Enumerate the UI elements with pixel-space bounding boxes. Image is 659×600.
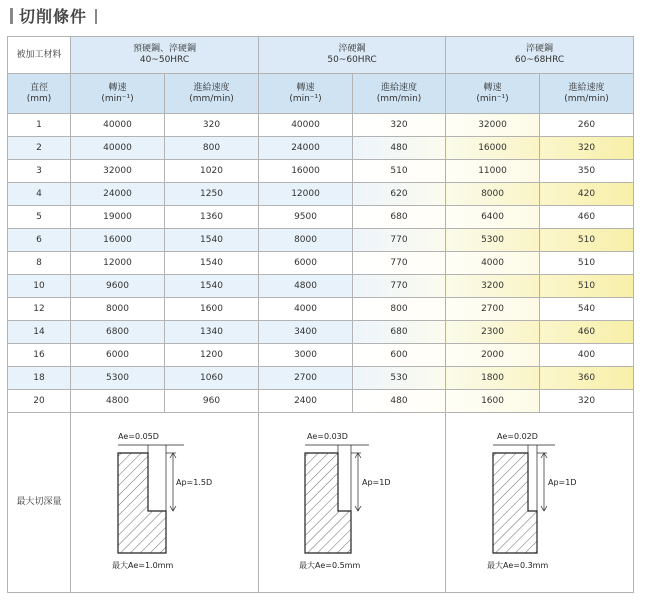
feed-cell: 1200 <box>165 344 259 367</box>
depth-diagram <box>447 413 633 591</box>
speed-cell: 12000 <box>259 183 353 206</box>
depth-diagram <box>72 413 258 591</box>
workpiece-shape <box>493 453 537 553</box>
feed-cell: 960 <box>165 390 259 413</box>
diameter-cell: 6 <box>8 229 71 252</box>
speed-cell: 2000 <box>446 344 540 367</box>
section-title-text: 切削條件 <box>19 7 88 26</box>
ap-label: Ap=1D <box>547 478 577 487</box>
feed-cell: 800 <box>165 137 259 160</box>
diameter-cell: 14 <box>8 321 71 344</box>
feed-cell: 1600 <box>165 298 259 321</box>
column-header-row <box>8 74 634 114</box>
table-row <box>8 390 634 413</box>
table-row <box>8 321 634 344</box>
speed-cell: 8000 <box>446 183 540 206</box>
feed-cell: 350 <box>540 160 634 183</box>
speed-cell: 16000 <box>446 137 540 160</box>
workpiece-shape <box>118 453 166 553</box>
speed-cell: 8000 <box>259 229 353 252</box>
feed-cell: 510 <box>540 229 634 252</box>
feed-cell: 680 <box>353 206 446 229</box>
speed-header: 轉速 (min⁻¹) <box>446 74 540 114</box>
speed-cell: 6000 <box>259 252 353 275</box>
depth-diagram-cell <box>71 413 259 593</box>
speed-cell: 6000 <box>71 344 165 367</box>
speed-cell: 11000 <box>446 160 540 183</box>
feed-cell: 1020 <box>165 160 259 183</box>
speed-cell: 24000 <box>259 137 353 160</box>
max-ae-label: 最大Ae=1.0mm <box>111 561 173 570</box>
speed-cell: 5300 <box>446 229 540 252</box>
feed-cell: 1540 <box>165 252 259 275</box>
table-row <box>8 206 634 229</box>
speed-cell: 9600 <box>71 275 165 298</box>
depth-diagram <box>259 413 445 591</box>
speed-cell: 19000 <box>71 206 165 229</box>
feed-cell: 1250 <box>165 183 259 206</box>
max-ae-label: 最大Ae=0.3mm <box>486 561 548 570</box>
ae-label: Ae=0.03D <box>307 432 348 441</box>
table-row <box>8 160 634 183</box>
section-title <box>10 5 97 29</box>
table-row <box>8 298 634 321</box>
feed-cell: 1340 <box>165 321 259 344</box>
feed-cell: 460 <box>540 321 634 344</box>
speed-cell: 3200 <box>446 275 540 298</box>
max-ae-label: 最大Ae=0.5mm <box>299 561 361 570</box>
feed-header: 進給速度 (mm/min) <box>165 74 259 114</box>
material-header: 預硬鋼、淬硬鋼 40~50HRC <box>71 37 259 74</box>
diameter-cell: 20 <box>8 390 71 413</box>
table-row <box>8 229 634 252</box>
diameter-cell: 12 <box>8 298 71 321</box>
speed-cell: 5300 <box>71 367 165 390</box>
table-row <box>8 275 634 298</box>
diameter-cell: 8 <box>8 252 71 275</box>
feed-cell: 480 <box>353 137 446 160</box>
feed-header: 進給速度 (mm/min) <box>540 74 634 114</box>
feed-cell: 680 <box>353 321 446 344</box>
feed-header: 進給速度 (mm/min) <box>353 74 446 114</box>
feed-cell: 260 <box>540 114 634 137</box>
feed-cell: 600 <box>353 344 446 367</box>
diameter-header: 直徑 (mm) <box>8 74 71 114</box>
max-depth-label: 最大切深量 <box>8 413 71 593</box>
speed-cell: 2700 <box>446 298 540 321</box>
speed-cell: 12000 <box>71 252 165 275</box>
feed-cell: 1540 <box>165 229 259 252</box>
diameter-cell: 10 <box>8 275 71 298</box>
speed-header: 轉速 (min⁻¹) <box>259 74 353 114</box>
diameter-cell: 4 <box>8 183 71 206</box>
feed-cell: 420 <box>540 183 634 206</box>
speed-header: 轉速 (min⁻¹) <box>71 74 165 114</box>
material-header: 淬硬鋼 60~68HRC <box>446 37 634 74</box>
feed-cell: 1360 <box>165 206 259 229</box>
feed-cell: 360 <box>540 367 634 390</box>
ap-label: Ap=1D <box>362 478 391 487</box>
material-header-row <box>8 37 634 74</box>
table-row <box>8 137 634 160</box>
speed-cell: 3400 <box>259 321 353 344</box>
feed-cell: 770 <box>353 275 446 298</box>
speed-cell: 2400 <box>259 390 353 413</box>
depth-diagram-cell <box>259 413 446 593</box>
speed-cell: 4800 <box>259 275 353 298</box>
feed-cell: 510 <box>353 160 446 183</box>
material-label: 被加工材料 <box>8 37 71 74</box>
speed-cell: 1600 <box>446 390 540 413</box>
ae-label: Ae=0.05D <box>117 432 159 441</box>
speed-cell: 2300 <box>446 321 540 344</box>
material-header: 淬硬鋼 50~60HRC <box>259 37 446 74</box>
diameter-cell: 16 <box>8 344 71 367</box>
table-row <box>8 114 634 137</box>
speed-cell: 3000 <box>259 344 353 367</box>
title-bar-right <box>95 9 97 24</box>
speed-cell: 4000 <box>446 252 540 275</box>
feed-cell: 510 <box>540 252 634 275</box>
feed-cell: 320 <box>353 114 446 137</box>
speed-cell: 2700 <box>259 367 353 390</box>
ae-label: Ae=0.02D <box>496 432 538 441</box>
title-bar-left <box>10 8 13 24</box>
max-depth-row <box>8 413 634 593</box>
feed-cell: 320 <box>540 390 634 413</box>
feed-cell: 480 <box>353 390 446 413</box>
workpiece-shape <box>305 453 351 553</box>
table-row <box>8 252 634 275</box>
speed-cell: 4000 <box>259 298 353 321</box>
diameter-cell: 18 <box>8 367 71 390</box>
speed-cell: 6400 <box>446 206 540 229</box>
feed-cell: 400 <box>540 344 634 367</box>
speed-cell: 24000 <box>71 183 165 206</box>
speed-cell: 32000 <box>446 114 540 137</box>
feed-cell: 510 <box>540 275 634 298</box>
speed-cell: 32000 <box>71 160 165 183</box>
feed-cell: 800 <box>353 298 446 321</box>
feed-cell: 770 <box>353 229 446 252</box>
feed-cell: 1060 <box>165 367 259 390</box>
feed-cell: 770 <box>353 252 446 275</box>
feed-cell: 320 <box>540 137 634 160</box>
speed-cell: 40000 <box>71 114 165 137</box>
speed-cell: 16000 <box>259 160 353 183</box>
speed-cell: 9500 <box>259 206 353 229</box>
speed-cell: 8000 <box>71 298 165 321</box>
table-row <box>8 344 634 367</box>
feed-cell: 620 <box>353 183 446 206</box>
ap-label: Ap=1.5D <box>175 478 212 487</box>
feed-cell: 460 <box>540 206 634 229</box>
feed-cell: 320 <box>165 114 259 137</box>
feed-cell: 1540 <box>165 275 259 298</box>
feed-cell: 530 <box>353 367 446 390</box>
speed-cell: 1800 <box>446 367 540 390</box>
speed-cell: 16000 <box>71 229 165 252</box>
diameter-cell: 2 <box>8 137 71 160</box>
speed-cell: 40000 <box>71 137 165 160</box>
diameter-cell: 3 <box>8 160 71 183</box>
feed-cell: 540 <box>540 298 634 321</box>
table-row <box>8 183 634 206</box>
diameter-cell: 1 <box>8 114 71 137</box>
speed-cell: 40000 <box>259 114 353 137</box>
speed-cell: 4800 <box>71 390 165 413</box>
depth-diagram-cell <box>446 413 634 593</box>
cutting-conditions-table <box>7 36 634 593</box>
speed-cell: 6800 <box>71 321 165 344</box>
diameter-cell: 5 <box>8 206 71 229</box>
table-row <box>8 367 634 390</box>
